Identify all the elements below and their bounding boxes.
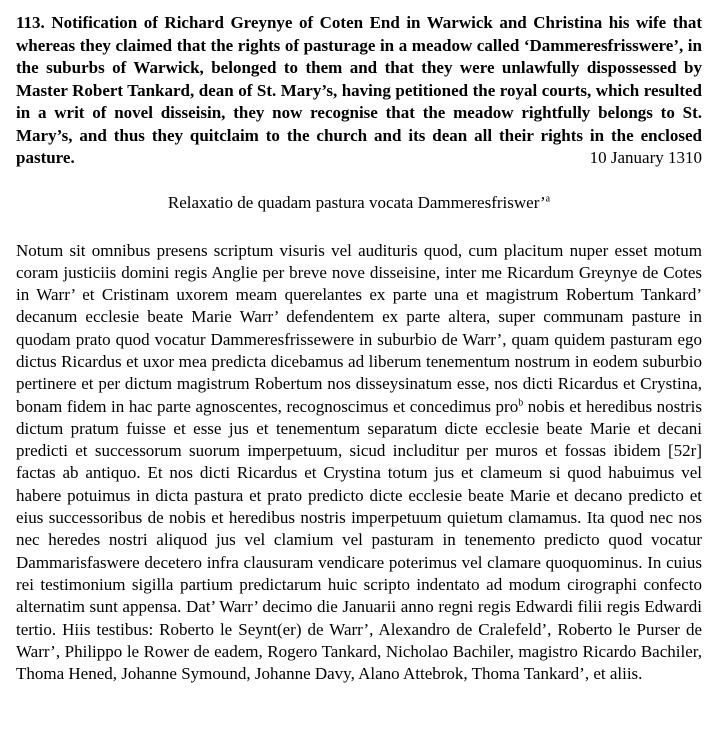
charter-footnote-marker: b <box>518 396 524 408</box>
entry-summary: Notification of Richard Greynye of Coten End in Warwick and Christina his wife that whereas they claimed that the rights of pasturage in a meadow called ‘Dammeresfrisswere’, in the suburbs of Warwick, belonged to them and that they were unlawfully dispossessed by Master Robert Tankard, dean of St. Mary’s, having petitioned the royal courts, which resulted in a writ of novel disseisin, they now recognise that the meadow rightfully belongs to St. Mary’s, and thus they quitclaim to the church and its dean all their rights in the enclosed pasture. <box>16 13 702 167</box>
rubric-footnote-marker: a <box>545 192 551 204</box>
charter-text-part-2: nobis et heredibus nostris dictum pratum fuisse et esse jus et tenementum separatum dicte ecclesie beate Marie et decani predicti et successorum suorum imperpetuum, sicud includitur per muros et fossas ibidem [52r] factas ab antiquo. Et nos dicti Ricardus et Crystina totum jus et clameum si quod habuimus vel habere potuimus in dicta pastura et prato predicto dicte ecclesie beate Marie et decano predicto et eius successoribus de nobis et heredibus nostris imperpetuum quietum clamamus. Ita quod nec nos nec heredes nostri aliquod jus vel clamium vel pasturam in tenemento predicto quod vocatur Dammarisfaswere decetero infra clausuram vendicare poterimus vel clamare quoquominus. In cuius rei testimonium sigilla partium predictarum huic scripto indentato ad modum cirographi confecto alternatim sunt appensa. Dat’ Warr’ decimo die Januarii anno regni regis Edwardi filii regis Edwardi tertio. Hiis testibus: Roberto le Seynt(er) de Warr’, Alexandro de Cralefeld’, Roberto le Purser de Warr’, Philippo le Rower de eadem, Rogero Tankard, Nicholao Bachiler, magistro Ricardo Bachiler, Thoma Hened, Johanne Symound, Johanne Davy, Alano Attebrok, Thoma Tankard’, et aliis. <box>16 396 703 684</box>
entry-heading <box>16 12 702 170</box>
document-page <box>16 12 702 685</box>
entry-date: 10 January 1310 <box>589 148 702 167</box>
charter-text-part-1: Notum sit omnibus presens scriptum visuris vel audituris quod, cum placitum nuper esset motum coram justiciis domini regis Anglie per breve nove disseisine, inter me Ricardum Greynye de Cotes in Warr’ et Cristinam uxorem meam querelantes ex parte una et magistrum Robertum Tankard’ decanum ecclesie beate Marie Warr’ defendentem ex parte altera, super communam pasture in quodam prato quod vocatur Dammeresfrissewere in suburbio de Warr’, quam quidem pasturam ego dictus Ricardus et uxor mea predicta dicebamus ad liberum tenementum nostrum in eodem suburbio pertinere et per dictum magistrum Robertum nos disseysinatum esse, nos dicti Ricardus et Crystina, bonam fidem in hac parte agnoscentes, recognoscimus et concedimus pro <box>16 240 702 416</box>
rubric-text: Relaxatio de quadam pastura vocata Dammeresfriswer’ <box>167 192 546 212</box>
entry-number: 113. <box>16 13 45 32</box>
latin-rubric <box>16 192 702 214</box>
charter-text <box>16 240 702 686</box>
